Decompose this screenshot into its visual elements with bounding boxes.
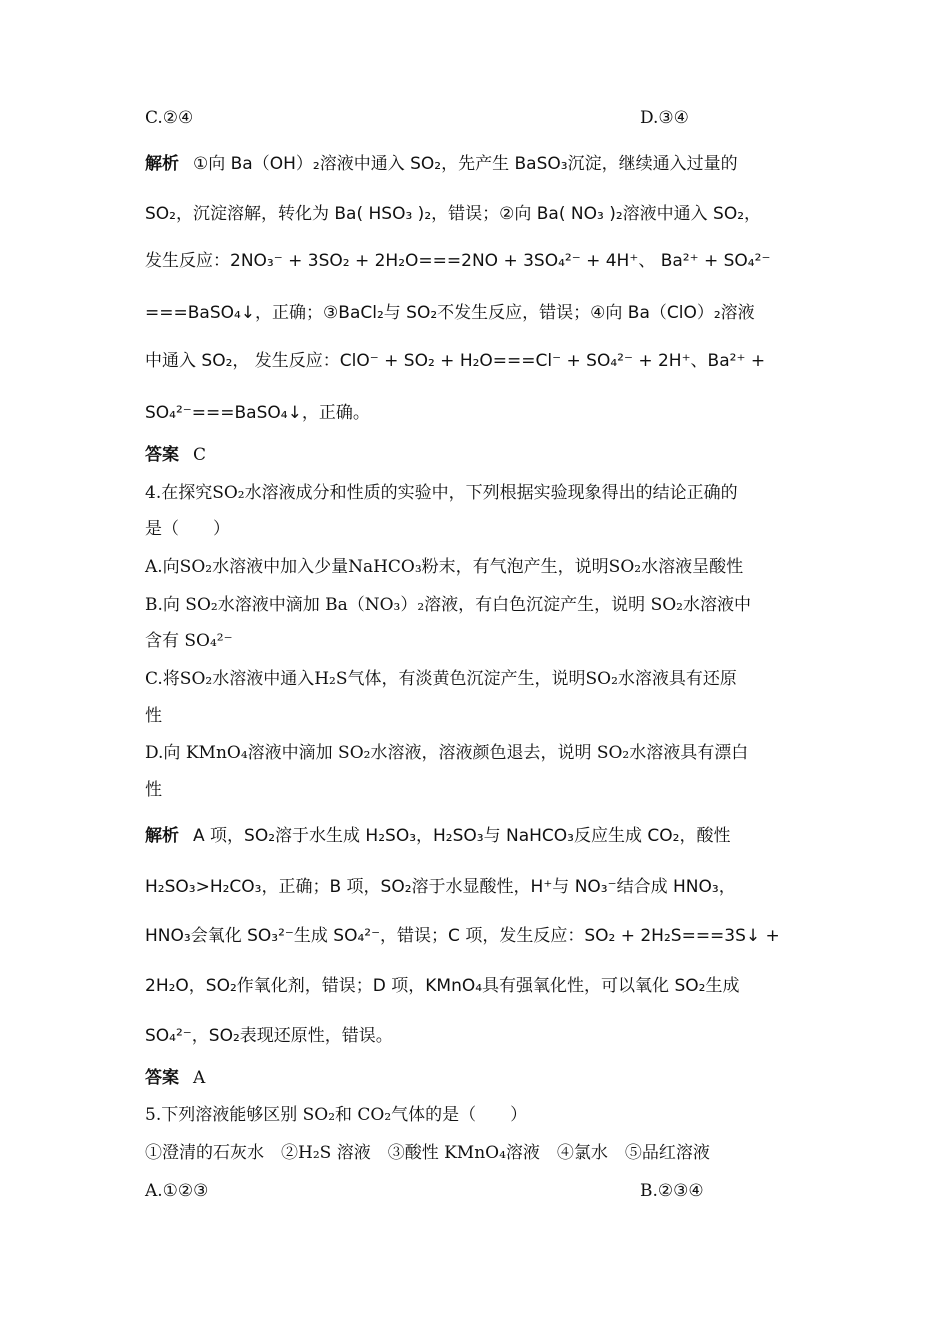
analysis-line: SO₄²⁻===BaSO₄↓，正确。: [145, 403, 370, 423]
option-c: C.将SO₂水溶液中通入H₂S气体，有淡黄色沉淀产生，说明SO₂水溶液具有还原: [145, 669, 737, 689]
option-a: A.①②③ B.②③④: [145, 1181, 704, 1201]
analysis-line: 中通入 SO₂， 发生反应：ClO⁻ + SO₂ + H₂O===Cl⁻ + SO₄²⁻ + 2H⁺、Ba²⁺ +: [145, 351, 766, 371]
analysis-label: 解析: [145, 826, 179, 846]
answer-label: 答案: [145, 1068, 179, 1088]
question-stem: 5.下列溶液能够区别 SO₂和 CO₂气体的是（ ）: [145, 1105, 528, 1125]
option-b: 含有 SO₄²⁻: [145, 631, 233, 651]
option-c: 性: [145, 706, 162, 726]
option-d: D.③④: [640, 108, 689, 128]
choice-list: ①澄清的石灰水 ②H₂S 溶液 ③酸性 KMnO₄溶液 ④氯水 ⑤品红溶液: [145, 1143, 710, 1163]
analysis-line: ===BaSO₄↓，正确；③BaCl₂与 SO₂不发生反应，错误；④向 Ba（ClO）₂溶液: [145, 303, 755, 323]
option-b: B.②③④: [640, 1181, 704, 1201]
analysis-line: SO₂，沉淀溶解，转化为 Ba( HSO₃ )₂，错误；②向 Ba( NO₃ )₂溶液中通入 SO₂，: [145, 204, 762, 224]
answer-label: 答案: [145, 445, 179, 465]
analysis-line: 解析 ①向 Ba（OH）₂溶液中通入 SO₂，先产生 BaSO₃沉淀，继续通入过量的: [145, 154, 738, 174]
option-d: D.向 KMnO₄溶液中滴加 SO₂水溶液，溶液颜色退去，说明 SO₂水溶液具有漂白: [145, 743, 749, 763]
answer-line: [145, 444, 206, 466]
option-b: B.向 SO₂水溶液中滴加 Ba（NO₃）₂溶液，有白色沉淀产生，说明 SO₂水溶液中: [145, 595, 751, 615]
analysis-line: 解析 A 项，SO₂溶于水生成 H₂SO₃，H₂SO₃与 NaHCO₃反应生成 CO₂，酸性: [145, 826, 731, 846]
analysis-line: 发生反应：2NO₃⁻ + 3SO₂ + 2H₂O===2NO + 3SO₄²⁻ + 4H⁺、 Ba²⁺ + SO₄²⁻: [145, 251, 771, 271]
analysis-line: H₂SO₃>H₂CO₃，正确；B 项，SO₂溶于水显酸性，H⁺与 NO₃⁻结合成 HNO₃，: [145, 877, 736, 897]
answer-line: [145, 1067, 205, 1089]
option-c: C.②④ D.③④: [145, 108, 689, 128]
analysis-line: SO₄²⁻，SO₂表现还原性，错误。: [145, 1026, 393, 1046]
option-a: A.向SO₂水溶液中加入少量NaHCO₃粉末，有气泡产生，说明SO₂水溶液呈酸性: [145, 557, 744, 577]
analysis-line: HNO₃会氧化 SO₃²⁻生成 SO₄²⁻，错误；C 项，发生反应：SO₂ + 2H₂S===3S↓ +: [145, 926, 780, 946]
analysis-label: 解析: [145, 154, 179, 174]
answer-value: C: [193, 445, 207, 465]
question-stem: 是（ ）: [145, 519, 230, 539]
analysis-line: 2H₂O，SO₂作氧化剂，错误；D 项，KMnO₄具有强氧化性，可以氧化 SO₂生成: [145, 976, 740, 996]
option-d: 性: [145, 780, 162, 800]
question-stem: 4.在探究SO₂水溶液成分和性质的实验中，下列根据实验现象得出的结论正确的: [145, 483, 738, 503]
answer-value: A: [193, 1068, 206, 1088]
